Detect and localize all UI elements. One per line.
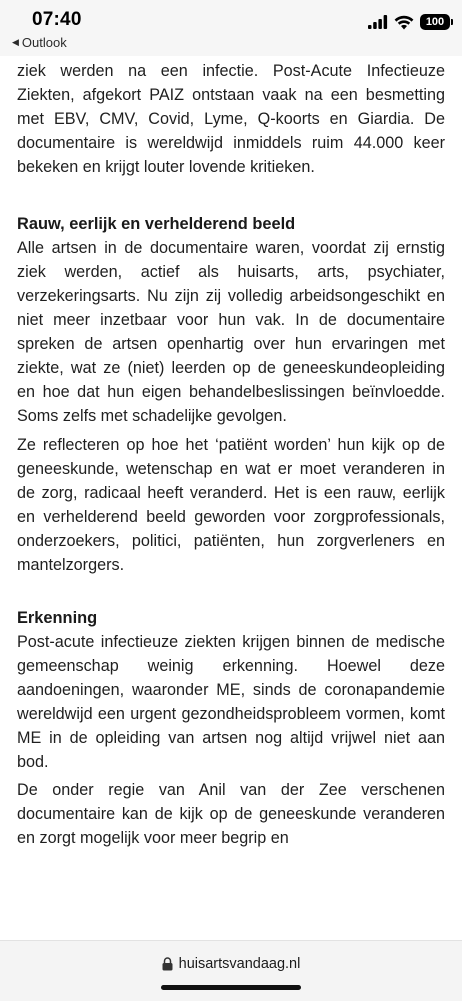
- article-content: [17, 56, 445, 940]
- status-time: 07:40: [32, 9, 82, 30]
- status-icons: [368, 14, 450, 30]
- back-to-app-button[interactable]: [12, 35, 67, 50]
- back-arrow-icon: ◀: [12, 37, 19, 47]
- article-paragraph: Alle artsen in de documentaire waren, voordat zij ernstig ziek werden, actief als huisarts, arts, psychiater, verzekeringsarts. Nu zijn zij volledig arbeidsongeschikt en niet meer inzetbaar voor hun vak. In de documentaire spreken de artsen openhartig over hun ervaringen met ziekte, wat ze (niet) leerden op de geneeskundeopleiding en hoe dat hun eigen behandelbeslissingen beïnvloedde. Soms zelfs met schadelijke gevolgen.: [17, 239, 445, 425]
- article-paragraph: ziek werden na een infectie. Post-Acute Infectieuze Ziekten, afgekort PAIZ ontstaan vaak na een besmetting met EBV, CMV, Covid, Lyme, Q-koorts en Giardia. De documentaire is wereldwijd inmiddels ruim 44.000 keer bekeken en krijgt louter lovende kritieken.: [17, 62, 445, 176]
- signal-icon: [368, 15, 388, 29]
- url-text: huisartsvandaag.nl: [178, 956, 301, 972]
- lock-icon: [162, 957, 173, 971]
- home-indicator[interactable]: [161, 985, 301, 990]
- article-paragraph: Ze reflecteren op hoe het ‘patiënt worden’ hun kijk op de geneeskunde, wetenschap en wat er moet veranderen in de zorg, radicaal heeft veranderd. Het is een rauw, eerlijk en verhelderend beeld geworden voor zorgprofessionals, onderzoekers, politici, patiënten, hun zorgverleners en mantelzorgers.: [17, 436, 445, 574]
- address-bar[interactable]: [0, 940, 462, 1001]
- url-display[interactable]: [0, 956, 462, 972]
- section-heading-rauw: Rauw, eerlijk en verhelderend beeld: [17, 215, 296, 233]
- status-bar: [0, 0, 462, 56]
- back-app-label: Outlook: [21, 35, 67, 50]
- section-heading-erkenning: Erkenning: [17, 609, 98, 627]
- battery-icon: 100: [420, 14, 450, 30]
- article-paragraph: Post-acute infectieuze ziekten krijgen binnen de medische gemeenschap weinig erkenning. Hoewel deze aandoeningen, waaronder ME, sinds de coronapandemie wereldwijd een urgent gezondheidsprobleem vormen, komt ME in de opleiding van artsen nog altijd vrijwel niet aan bod.: [17, 633, 445, 771]
- wifi-icon: [394, 15, 414, 30]
- article-paragraph: De onder regie van Anil van der Zee verschenen documentaire kan de kijk op de geneeskunde veranderen en zorgt mogelijk voor meer begrip en: [17, 781, 445, 847]
